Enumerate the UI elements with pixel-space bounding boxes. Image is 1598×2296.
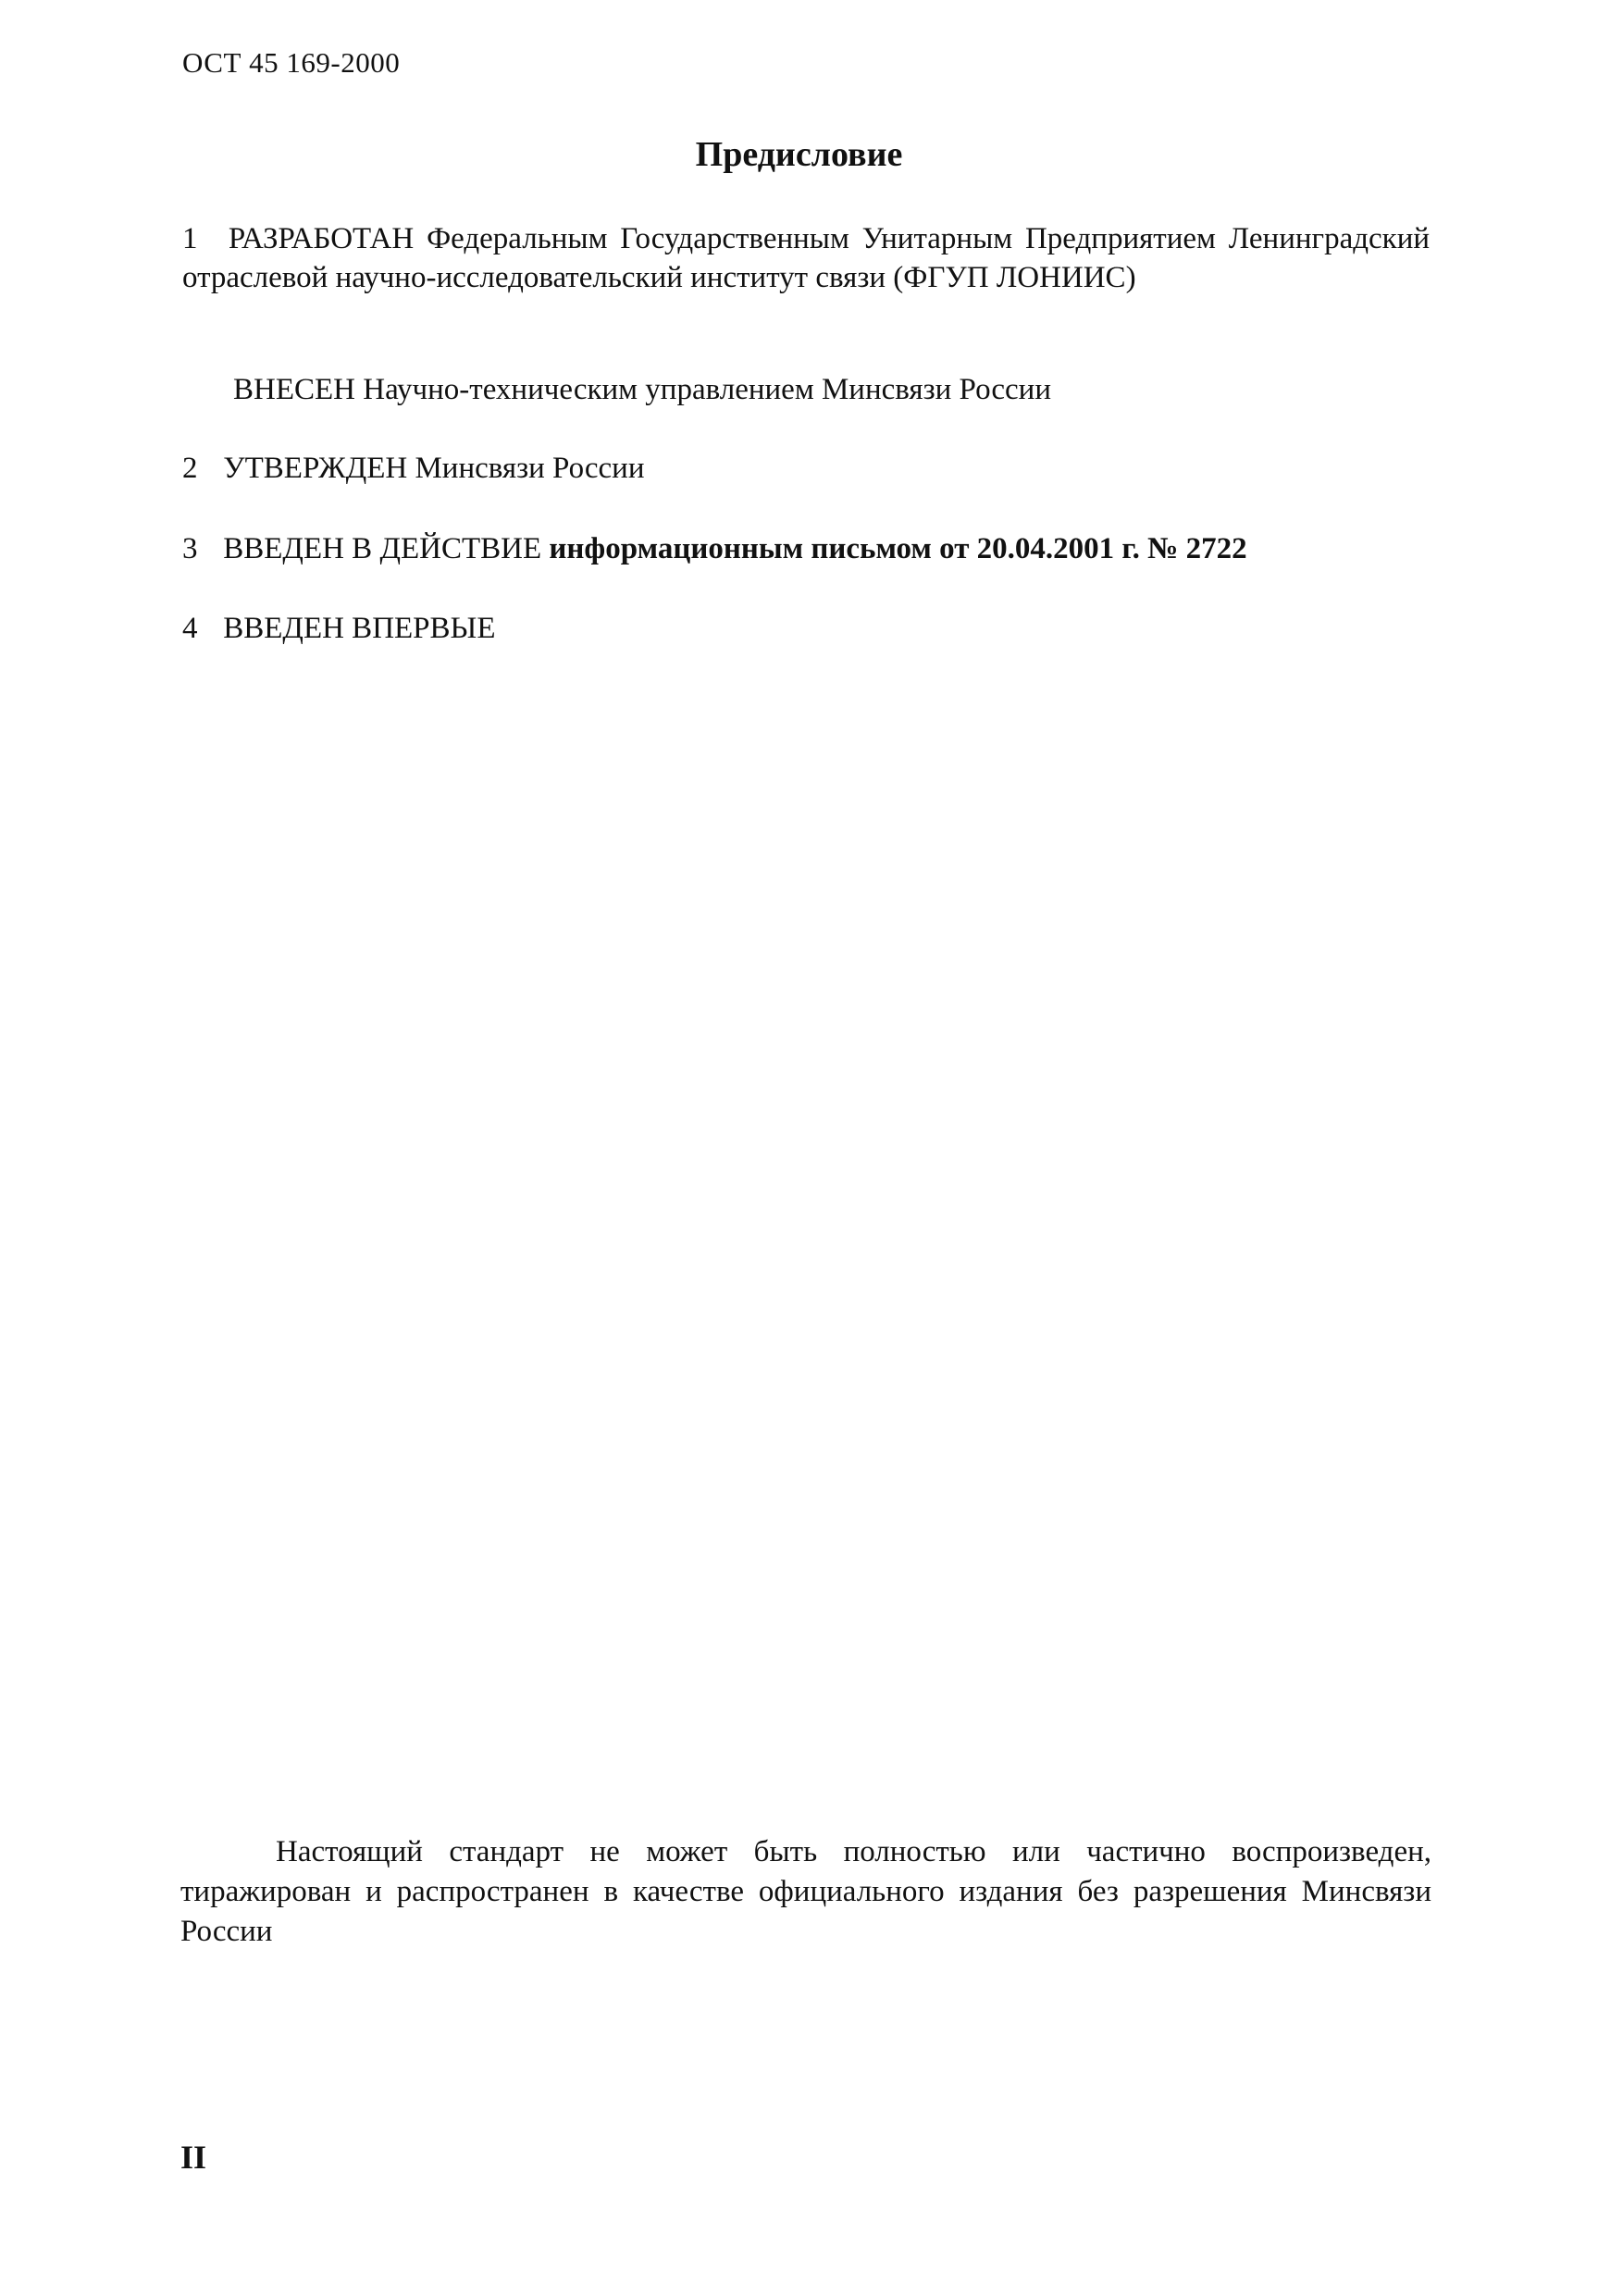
item-text: Научно-техническим управлением Минсвязи России: [363, 373, 1052, 406]
foreword-item-1: [182, 219, 1430, 297]
item-lead: ВВЕДЕН ВПЕРВЫЕ: [223, 612, 496, 645]
item-lead: УТВЕРЖДЕН: [223, 452, 408, 485]
foreword-item-4: [182, 609, 1430, 648]
item-lead: ВВЕДЕН В ДЕЙСТВИЕ: [223, 532, 542, 565]
item-text: информационным письмом от 20.04.2001 г. № 2722: [549, 532, 1247, 565]
page-title: Предисловие: [695, 135, 903, 174]
foreword-item-2: [182, 449, 1430, 488]
foreword-item-vnesen: [233, 370, 1427, 409]
item-text: Минсвязи России: [415, 452, 645, 485]
item-lead: ВНЕСЕН: [233, 373, 355, 406]
item-number: 1: [182, 222, 198, 255]
item-lead: РАЗРАБОТАН: [228, 222, 415, 255]
item-number: 3: [182, 532, 198, 565]
page-number: II: [180, 2139, 207, 2176]
item-text: Федеральным Государственным Унитарным Предприятием Ленинградский отраслевой научно-исследовательский институт связи (ФГУП ЛОНИИС): [182, 222, 1431, 294]
foreword-item-3: [182, 529, 1430, 568]
item-number: 2: [182, 452, 198, 485]
copyright-notice: Настоящий стандарт не может быть полностью или частично воспроизведен, тиражирован и распространен в качестве официального издания без разрешения Минсвязи России: [180, 1835, 1431, 1948]
document-code: ОСТ 45 169-2000: [182, 46, 401, 79]
item-number: 4: [182, 612, 198, 645]
